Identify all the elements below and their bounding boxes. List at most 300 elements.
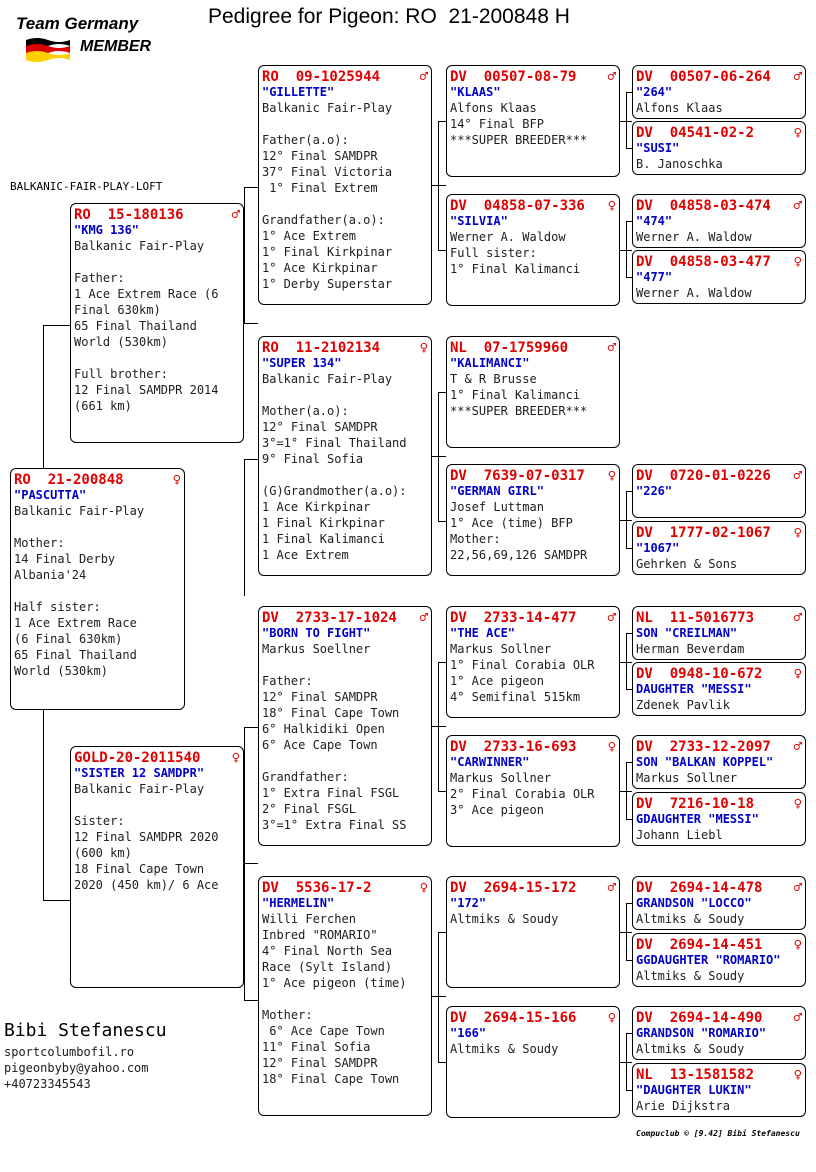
- pigeon-info-line: Father:: [74, 271, 125, 285]
- breeder-phone: +40723345543: [4, 1077, 91, 1091]
- pigeon-name: "PASCUTTA": [14, 488, 87, 502]
- pigeon-card: [632, 1063, 806, 1117]
- female-symbol-icon: ♀: [793, 796, 802, 812]
- male-symbol-icon: ♂: [607, 880, 616, 896]
- pigeon-header: [636, 739, 802, 755]
- pigeon-info-line: 18 Final Cape Town: [74, 862, 205, 876]
- connector-line: [438, 932, 446, 933]
- male-symbol-icon: ♂: [793, 739, 802, 755]
- connector-line: [43, 325, 44, 468]
- pigeon-name: GRANDSON "ROMARIO": [636, 1026, 767, 1040]
- pigeon-info-line: [74, 350, 240, 366]
- pigeon-info-line: 14 Final Derby: [14, 552, 116, 566]
- ring-number: NL 07-1759960: [450, 340, 569, 356]
- pigeon-card: [632, 606, 806, 660]
- pigeon-info-line: Alfons Klaas: [450, 101, 537, 115]
- pigeon-info-line: 1 Final Kirkpinar: [262, 516, 385, 530]
- germany-flag-icon: [26, 36, 70, 64]
- pigeon-card: [632, 65, 806, 119]
- ring-number: DV 2733-17-1024: [262, 610, 397, 626]
- pigeon-info-line: Johann Liebl: [636, 828, 723, 842]
- pigeon-info-line: 12° Final SAMDPR: [262, 690, 378, 704]
- pigeon-info-line: 18° Final Cape Town: [262, 1072, 400, 1086]
- pigeon-info-line: Balkanic Fair-Play: [74, 239, 205, 253]
- pigeon-card: [70, 746, 244, 988]
- pigeon-info-line: 2020 (450 km)/ 6 Ace: [74, 878, 219, 892]
- pigeon-name: "SISTER 12 SAMDPR": [74, 766, 205, 780]
- logo-line2: MEMBER: [80, 38, 152, 55]
- pigeon-name: "477": [636, 270, 673, 284]
- pigeon-info-line: Altmiks & Soudy: [636, 969, 745, 983]
- pigeon-card: [632, 121, 806, 175]
- ring-number: DV 7216-10-18: [636, 796, 755, 812]
- pigeon-info-line: 65 Final Thailand: [14, 648, 137, 662]
- pigeon-header: [262, 340, 428, 356]
- pigeon-info-line: 12 Final SAMDPR 2020: [74, 830, 219, 844]
- pigeon-card: [632, 1006, 806, 1060]
- pigeon-card: [446, 876, 620, 988]
- female-symbol-icon: ♀: [793, 525, 802, 541]
- female-symbol-icon: ♀: [793, 125, 802, 141]
- ring-number: DV 2694-14-490: [636, 1010, 763, 1026]
- pigeon-info-line: 1° Ace pigeon: [450, 674, 544, 688]
- connector-line: [244, 863, 245, 1000]
- pigeon-info-line: Altmiks & Soudy: [450, 912, 559, 926]
- pigeon-info-line: Father:: [262, 674, 313, 688]
- pigeon-info-line: [262, 387, 428, 403]
- pigeon-info-line: Race (Sylt Island): [262, 960, 393, 974]
- pigeon-name: "474": [636, 214, 673, 228]
- pigeon-header: [636, 880, 802, 896]
- pigeon-card: [446, 65, 620, 177]
- pigeon-info-line: Inbred "ROMARIO": [262, 928, 378, 942]
- pigeon-info-line: 2° Final FSGL: [262, 802, 356, 816]
- pigeon-info-line: Mother:: [14, 536, 65, 550]
- ring-number: NL 13-1581582: [636, 1067, 755, 1083]
- pigeon-info-line: 1° Ace pigeon (time): [262, 976, 407, 990]
- female-symbol-icon: ♀: [793, 254, 802, 270]
- pigeon-info-line: 6° Ace Cape Town: [262, 738, 378, 752]
- pigeon-header: [450, 610, 616, 626]
- connector-line: [438, 662, 446, 663]
- pigeon-name: "166": [450, 1026, 487, 1040]
- pigeon-info-line: 14° Final BFP: [450, 117, 544, 131]
- pigeon-info-line: 37° Final Victoria: [262, 165, 393, 179]
- pigeon-info-line: 12 Final SAMDPR 2014: [74, 383, 219, 397]
- pigeon-header: [636, 1010, 802, 1026]
- pigeon-card: [446, 194, 620, 306]
- pigeon-info-line: Grandfather(a.o):: [262, 213, 385, 227]
- male-symbol-icon: ♂: [419, 610, 428, 626]
- pigeon-header: [636, 525, 802, 541]
- pigeon-info-line: Balkanic Fair-Play: [14, 504, 145, 518]
- pigeon-info-line: Markus Sollner: [636, 771, 738, 785]
- connector-line: [438, 1062, 446, 1063]
- pigeon-header: [450, 198, 616, 214]
- female-symbol-icon: ♀: [793, 937, 802, 953]
- connector-line: [432, 726, 446, 727]
- ring-number: DV 2733-12-2097: [636, 739, 771, 755]
- pigeon-info-line: Father(a.o):: [262, 133, 349, 147]
- pigeon-name: "SILVIA": [450, 214, 508, 228]
- ring-number: DV 0948-10-672: [636, 666, 763, 682]
- connector-line: [438, 392, 446, 393]
- connector-line: [626, 633, 627, 689]
- ring-number: RO 11-2102134: [262, 340, 381, 356]
- connector-line: [43, 325, 70, 326]
- pigeon-name: SON "CREILMAN": [636, 626, 738, 640]
- connector-line: [244, 727, 258, 728]
- pigeon-name: "BORN TO FIGHT": [262, 626, 371, 640]
- female-symbol-icon: ♀: [172, 472, 181, 488]
- pigeon-info-line: Full sister:: [450, 246, 537, 260]
- pigeon-info-line: 18° Final Cape Town: [262, 706, 400, 720]
- female-symbol-icon: ♀: [607, 739, 616, 755]
- pigeon-info-line: Mother:: [450, 532, 501, 546]
- pigeon-header: [74, 207, 240, 223]
- pigeon-card: [446, 336, 620, 448]
- pigeon-info-line: Grandfather:: [262, 770, 349, 784]
- ring-number: DV 2694-15-166: [450, 1010, 577, 1026]
- pigeon-card: [258, 606, 432, 846]
- connector-line: [626, 762, 627, 819]
- pigeon-info-line: [14, 519, 181, 535]
- connector-line: [432, 185, 446, 186]
- pigeon-card: [258, 876, 432, 1116]
- connector-line: [438, 121, 446, 122]
- male-symbol-icon: ♂: [793, 69, 802, 85]
- pigeon-info-line: Altmiks & Soudy: [450, 1042, 559, 1056]
- pigeon-info-line: 4° Semifinal 515km: [450, 690, 581, 704]
- pigeon-info-line: 1° Ace (time) BFP: [450, 516, 573, 530]
- pigeon-info-line: (661 km): [74, 399, 132, 413]
- female-symbol-icon: ♀: [793, 1067, 802, 1083]
- connector-line: [244, 727, 245, 864]
- connector-line: [244, 459, 258, 460]
- pigeon-info-line: Altmiks & Soudy: [636, 1042, 745, 1056]
- pigeon-info-line: ***SUPER BREEDER***: [450, 404, 588, 418]
- female-symbol-icon: ♀: [419, 880, 428, 896]
- pigeon-header: [450, 468, 616, 484]
- pigeon-header: [450, 69, 616, 85]
- pigeon-info-line: Full brother:: [74, 367, 168, 381]
- ring-number: DV 5536-17-2: [262, 880, 372, 896]
- pigeon-name: "GILLETTE": [262, 85, 335, 99]
- pigeon-info-line: (G)Grandmother(a.o):: [262, 484, 407, 498]
- ring-number: GOLD-20-2011540: [74, 750, 201, 766]
- pigeon-info-line: 1° Final Extrem: [262, 181, 378, 195]
- ring-number: DV 04858-03-474: [636, 198, 771, 214]
- pigeon-info-line: 1° Final Kirkpinar: [262, 245, 393, 259]
- pigeon-card: [446, 1006, 620, 1118]
- male-symbol-icon: ♂: [793, 610, 802, 626]
- pigeon-name: "264": [636, 85, 673, 99]
- pigeon-info-line: [262, 116, 428, 132]
- pigeon-header: [450, 880, 616, 896]
- pigeon-info-line: Half sister:: [14, 600, 101, 614]
- pigeon-card: [446, 735, 620, 847]
- software-credit: Compuclub © [9.42] Bibi Stefanescu: [636, 1129, 800, 1138]
- pigeon-info-line: World (530km): [74, 335, 168, 349]
- pigeon-info-line: Mother:: [262, 1008, 313, 1022]
- ring-number: DV 2694-14-451: [636, 937, 763, 953]
- connector-line: [626, 1033, 627, 1090]
- pigeon-info-line: Werner A. Waldow: [636, 286, 752, 300]
- pigeon-info-line: Arie Dijkstra: [636, 1099, 730, 1113]
- connector-line: [244, 187, 245, 324]
- pigeon-info-line: Sister:: [74, 814, 125, 828]
- ring-number: DV 00507-08-79: [450, 69, 577, 85]
- ring-number: DV 04858-07-336: [450, 198, 585, 214]
- pigeon-info-line: 6° Halkidiki Open: [262, 722, 385, 736]
- pigeon-name: "172": [450, 896, 487, 910]
- pigeon-info-line: 1° Final Kalimanci: [450, 388, 581, 402]
- pigeon-name: "CARWINNER": [450, 755, 530, 769]
- pigeon-info-line: 1° Derby Superstar: [262, 277, 393, 291]
- pigeon-info-line: Herman Beverdam: [636, 642, 745, 656]
- ring-number: DV 04541-02-2: [636, 125, 755, 141]
- pigeon-info-line: 1° Extra Final FSGL: [262, 786, 400, 800]
- pigeon-info-line: 1 Ace Extrem Race (6: [74, 287, 219, 301]
- connector-line: [432, 996, 446, 997]
- pigeon-header: [636, 468, 802, 484]
- pigeon-info-line: Markus Sollner: [450, 771, 552, 785]
- pigeon-card: [258, 65, 432, 305]
- pigeon-info-line: [262, 657, 428, 673]
- connector-line: [244, 459, 245, 596]
- ring-number: DV 2694-15-172: [450, 880, 577, 896]
- pigeon-name: SON "BALKAN KOPPEL": [636, 755, 774, 769]
- pigeon-info-line: 1° Ace Kirkpinar: [262, 261, 378, 275]
- pigeon-card: [10, 468, 185, 710]
- pigeon-name: DAUGHTER "MESSI": [636, 682, 752, 696]
- logo-line1: Team Germany: [16, 14, 139, 33]
- pigeon-info-line: World (530km): [14, 664, 108, 678]
- pigeon-info-line: [262, 753, 428, 769]
- pigeon-card: [632, 933, 806, 987]
- female-symbol-icon: ♀: [607, 198, 616, 214]
- female-symbol-icon: ♀: [793, 666, 802, 682]
- connector-line: [244, 863, 258, 864]
- pigeon-info-line: 3°=1° Final Thailand: [262, 436, 407, 450]
- connector-line: [438, 521, 446, 522]
- pigeon-card: [632, 876, 806, 930]
- pigeon-card: [632, 250, 806, 304]
- pigeon-header: [636, 796, 802, 812]
- pigeon-info-line: 12° Final SAMDPR: [262, 149, 378, 163]
- pigeon-card: [446, 464, 620, 576]
- connector-line: [438, 250, 446, 251]
- pigeon-card: [70, 203, 244, 443]
- pigeon-header: [450, 1010, 616, 1026]
- pigeon-name: GGDAUGHTER "ROMARIO": [636, 953, 781, 967]
- pigeon-info-line: Josef Luttman: [450, 500, 544, 514]
- pigeon-info-line: 3°=1° Extra Final SS: [262, 818, 407, 832]
- pigeon-header: [636, 666, 802, 682]
- ring-number: DV 04858-03-477: [636, 254, 771, 270]
- connector-line: [438, 791, 446, 792]
- pigeon-info-line: 1 Ace Kirkpinar: [262, 500, 371, 514]
- pigeon-header: [450, 340, 616, 356]
- pigeon-header: [74, 750, 240, 766]
- connector-line: [43, 900, 70, 901]
- pigeon-info-line: 12° Final SAMDPR: [262, 420, 378, 434]
- pigeon-info-line: [14, 583, 181, 599]
- ring-number: DV 00507-06-264: [636, 69, 771, 85]
- pigeon-info-line: [262, 991, 428, 1007]
- pigeon-info-line: [74, 797, 240, 813]
- pigeon-info-line: [262, 196, 428, 212]
- pigeon-info-line: 1 Final Kalimanci: [262, 532, 385, 546]
- ring-number: DV 1777-02-1067: [636, 525, 771, 541]
- pigeon-header: [636, 254, 802, 270]
- pigeon-name: "SUPER 134": [262, 356, 342, 370]
- loft-name: BALKANIC-FAIR-PLAY-LOFT: [10, 180, 163, 193]
- female-symbol-icon: ♀: [607, 468, 616, 484]
- pigeon-info-line: T & R Brusse: [450, 372, 537, 386]
- pigeon-name: "SUSI": [636, 141, 680, 155]
- pigeon-header: [636, 937, 802, 953]
- pigeon-info-line: Mother(a.o):: [262, 404, 349, 418]
- team-germany-logo: [14, 14, 174, 68]
- pigeon-info-line: 1 Ace Extrem: [262, 548, 349, 562]
- pigeon-info-line: Altmiks & Soudy: [636, 912, 745, 926]
- pigeon-info-line: 9° Final Sofia: [262, 452, 364, 466]
- pigeon-card: [632, 464, 806, 518]
- connector-line: [244, 1000, 258, 1001]
- pigeon-info-line: Werner A. Waldow: [450, 230, 566, 244]
- pigeon-card: [632, 792, 806, 846]
- connector-line: [438, 932, 439, 1062]
- male-symbol-icon: ♂: [607, 610, 616, 626]
- breeder-name: Bibi Stefanescu: [4, 1020, 167, 1041]
- pigeon-info-line: Balkanic Fair-Play: [74, 782, 205, 796]
- male-symbol-icon: ♂: [793, 468, 802, 484]
- pigeon-card: [258, 336, 432, 576]
- pigeon-info-line: Alfons Klaas: [636, 101, 723, 115]
- ring-number: DV 2733-16-693: [450, 739, 577, 755]
- connector-line: [626, 903, 627, 960]
- breeder-website: sportcolumbofil.ro: [4, 1045, 135, 1059]
- pigeon-header: [636, 69, 802, 85]
- pigeon-name: "DAUGHTER LUKIN": [636, 1083, 752, 1097]
- ring-number: DV 2733-14-477: [450, 610, 577, 626]
- connector-line: [438, 392, 439, 521]
- pigeon-info-line: 6° Ace Cape Town: [262, 1024, 385, 1038]
- connector-line: [244, 323, 258, 324]
- male-symbol-icon: ♂: [793, 198, 802, 214]
- pigeon-info-line: Final 630km): [74, 303, 161, 317]
- pigeon-info-line: 1° Final Corabia OLR: [450, 658, 595, 672]
- ring-number: NL 11-5016773: [636, 610, 755, 626]
- pigeon-header: [636, 125, 802, 141]
- pigeon-info-line: (6 Final 630km): [14, 632, 123, 646]
- pigeon-info-line: 3° Ace pigeon: [450, 803, 544, 817]
- pigeon-name: GRANDSON "LOCCO": [636, 896, 752, 910]
- pigeon-name: "GERMAN GIRL": [450, 484, 544, 498]
- female-symbol-icon: ♀: [607, 1010, 616, 1026]
- pigeon-name: "HERMELIN": [262, 896, 335, 910]
- pigeon-header: [450, 739, 616, 755]
- pigeon-header: [636, 198, 802, 214]
- pigeon-info-line: Balkanic Fair-Play: [262, 101, 393, 115]
- pigeon-info-line: (600 km): [74, 846, 132, 860]
- pigeon-name: GDAUGHTER "MESSI": [636, 812, 759, 826]
- pigeon-info-line: 12° Final SAMDPR: [262, 1056, 378, 1070]
- connector-line: [438, 121, 439, 250]
- ring-number: DV 0720-01-0226: [636, 468, 771, 484]
- connector-line: [244, 187, 258, 188]
- pigeon-card: [632, 662, 806, 716]
- pigeon-info-line: 1 Ace Extrem Race: [14, 616, 137, 630]
- connector-line: [438, 662, 439, 791]
- pigeon-info-line: Willi Ferchen: [262, 912, 356, 926]
- pigeon-info-line: 4° Final North Sea: [262, 944, 393, 958]
- pigeon-info-line: Albania'24: [14, 568, 87, 582]
- ring-number: RO 15-180136: [74, 207, 184, 223]
- male-symbol-icon: ♂: [419, 69, 428, 85]
- pigeon-info-line: Zdenek Pavlik: [636, 698, 730, 712]
- pigeon-info-line: Gehrken & Sons: [636, 557, 738, 571]
- male-symbol-icon: ♂: [607, 340, 616, 356]
- pigeon-info-line: Markus Soellner: [262, 642, 371, 656]
- pigeon-header: [262, 69, 428, 85]
- connector-line: [626, 491, 627, 548]
- pigeon-card: [632, 521, 806, 575]
- pigeon-name: "KALIMANCI": [450, 356, 530, 370]
- pigeon-header: [636, 1067, 802, 1083]
- connector-line: [43, 710, 44, 900]
- ring-number: DV 2694-14-478: [636, 880, 763, 896]
- breeder-email: pigeonbyby@yahoo.com: [4, 1061, 149, 1075]
- pigeon-card: [632, 735, 806, 789]
- pigeon-name: "KMG 136": [74, 223, 140, 237]
- female-symbol-icon: ♀: [419, 340, 428, 356]
- pigeon-name: "KLAAS": [450, 85, 501, 99]
- pigeon-info-line: 1° Final Kalimanci: [450, 262, 581, 276]
- pigeon-info-line: Werner A. Waldow: [636, 230, 752, 244]
- pigeon-info-line: 1° Ace Extrem: [262, 229, 356, 243]
- pigeon-name: "226": [636, 484, 673, 498]
- connector-line: [432, 456, 446, 457]
- pigeon-info-line: [262, 467, 428, 483]
- pigeon-header: [262, 880, 428, 896]
- male-symbol-icon: ♂: [231, 207, 240, 223]
- pigeon-info-line: 2° Final Corabia OLR: [450, 787, 595, 801]
- connector-line: [626, 221, 627, 277]
- pigeon-info-line: ***SUPER BREEDER***: [450, 133, 588, 147]
- pigeon-card: [446, 606, 620, 718]
- page-title: Pedigree for Pigeon: RO 21-200848 H: [208, 5, 570, 28]
- ring-number: RO 21-200848: [14, 472, 124, 488]
- male-symbol-icon: ♂: [793, 1010, 802, 1026]
- male-symbol-icon: ♂: [607, 69, 616, 85]
- connector-line: [626, 92, 627, 148]
- pigeon-info-line: 11° Final Sofia: [262, 1040, 371, 1054]
- ring-number: RO 09-1025944: [262, 69, 381, 85]
- female-symbol-icon: ♀: [231, 750, 240, 766]
- pigeon-name: "1067": [636, 541, 680, 555]
- male-symbol-icon: ♂: [793, 880, 802, 896]
- pigeon-info-line: Markus Sollner: [450, 642, 552, 656]
- pigeon-info-line: B. Janoschka: [636, 157, 723, 171]
- pigeon-header: [14, 472, 181, 488]
- pigeon-card: [632, 194, 806, 248]
- pigeon-name: "THE ACE": [450, 626, 516, 640]
- pigeon-info-line: 22,56,69,126 SAMDPR: [450, 548, 588, 562]
- pigeon-info-line: 65 Final Thailand: [74, 319, 197, 333]
- pigeon-info-line: [74, 254, 240, 270]
